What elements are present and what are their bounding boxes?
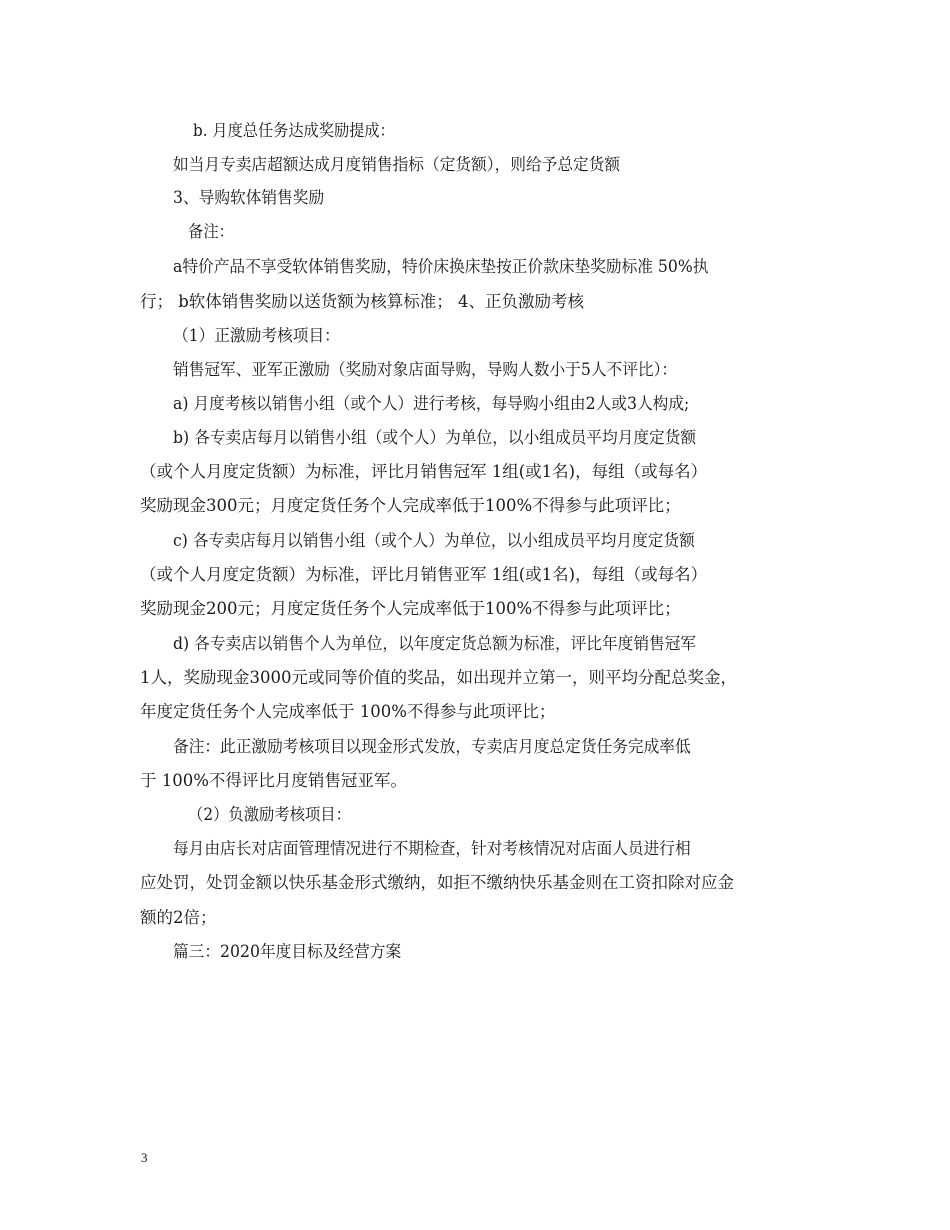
text-line: 奖励现金200元；月度定货任务个人完成率低于100%不得参与此项评比； bbox=[140, 599, 681, 618]
text-line: 1人，奖励现金3000元或同等价值的奖品，如出现并立第一，则平均分配总奖金， bbox=[140, 668, 737, 687]
text-line: 额的2倍； bbox=[140, 908, 217, 927]
page-number: 3 bbox=[141, 1150, 148, 1165]
text-line: a特价产品不享受软体销售奖励，特价床换床垫按正价款床垫奖励标准 50%执 bbox=[173, 257, 709, 276]
text-line: （或个人月度定货额）为标准，评比月销售亚军 1组(或1名)，每组（或每名） bbox=[140, 565, 708, 584]
text-line: 每月由店长对店面管理情况进行不期检查，针对考核情况对店面人员进行相 bbox=[173, 839, 691, 858]
chapter-title: 篇三：2020年度目标及经营方案 bbox=[173, 942, 402, 961]
section-heading: （1）正激励考核项目： bbox=[173, 326, 340, 345]
text-line: 于 100%不得评比月度销售冠亚军。 bbox=[140, 771, 407, 790]
text-line: 备注：此正激励考核项目以现金形式发放，专卖店月度总定货任务完成率低 bbox=[173, 737, 691, 756]
text-line: （或个人月度定货额）为标准，评比月销售冠军 1组(或1名)，每组（或每名） bbox=[140, 462, 708, 481]
text-line: 应处罚，处罚金额以快乐基金形式缴纳，如拒不缴纳快乐基金则在工资扣除对应金 bbox=[140, 873, 734, 892]
text-line: 备注： bbox=[188, 222, 234, 241]
section-heading: （2）负激励考核项目： bbox=[188, 805, 351, 824]
text-line: b) 各专卖店每月以销售小组（或个人）为单位，以小组成员平均月度定货额 bbox=[173, 428, 697, 447]
text-line: c) 各专卖店每月以销售小组（或个人）为单位，以小组成员平均月度定货额 bbox=[173, 531, 695, 550]
text-line: 如当月专卖店超额达成月度销售指标（定货额），则给予总定货额 bbox=[173, 155, 621, 174]
text-line: 行； b软体销售奖励以送货额为核算标准； 4、正负激励考核 bbox=[140, 292, 585, 311]
text-line: 3、导购软体销售奖励 bbox=[173, 188, 325, 207]
text-line: 奖励现金300元；月度定货任务个人完成率低于100%不得参与此项评比； bbox=[140, 496, 681, 515]
text-line: a) 月度考核以销售小组（或个人）进行考核，每导购小组由2人或3人构成; bbox=[173, 394, 690, 413]
text-line: 销售冠军、亚军正激励（奖励对象店面导购，导购人数小于5人不评比）： bbox=[173, 360, 678, 379]
text-line: 年度定货任务个人完成率低于 100%不得参与此项评比； bbox=[140, 702, 556, 721]
text-line: b. 月度总任务达成奖励提成： bbox=[193, 121, 395, 140]
text-line: d) 各专卖店以销售个人为单位，以年度定货总额为标准，评比年度销售冠军 bbox=[173, 634, 697, 653]
